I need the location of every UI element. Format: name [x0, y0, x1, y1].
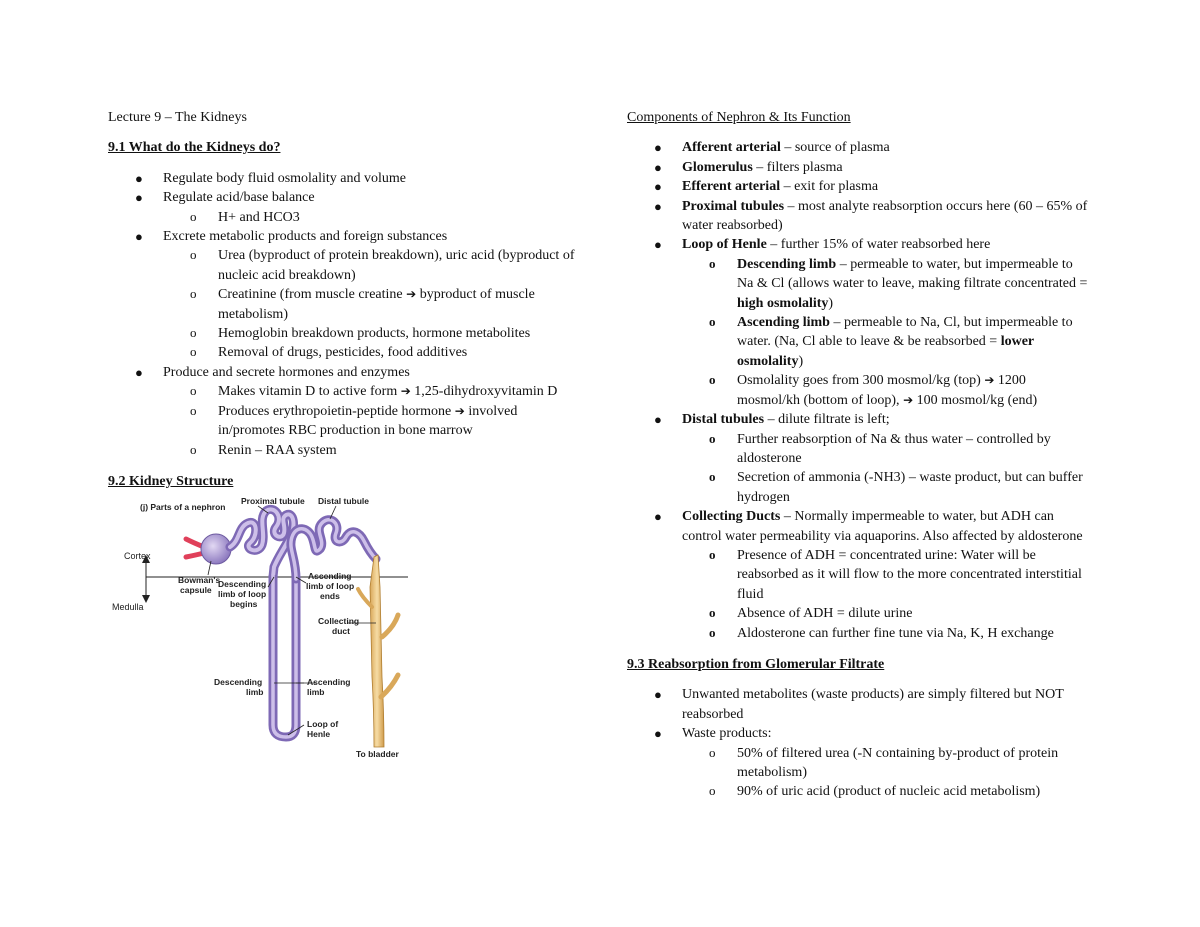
svg-text:Loop ofHenle	[307, 719, 338, 739]
proximal-tubule-label: Proximal tubule	[241, 497, 305, 507]
bullet-icon: ●	[654, 198, 662, 214]
section-heading-9-2: 9.2 Kidney Structure	[108, 473, 234, 489]
to-bladder-label: To bladder	[356, 749, 399, 760]
sub-list-item: o Creatinine (from muscle creatine ➔ byproduct of muscle metabolism)	[190, 286, 535, 322]
left-column	[108, 108, 578, 772]
svg-text:Descendinglimb of loopbegins	[218, 579, 266, 609]
reabsorption-list	[627, 685, 1092, 801]
sub-bullet-icon: o	[709, 469, 716, 485]
sub-bullet-icon: o	[709, 430, 716, 446]
bullet-icon: ●	[654, 237, 662, 253]
section-heading-9-3: 9.3 Reabsorption from Glomerular Filtrate	[627, 656, 885, 672]
list-item: ● Loop of Henle – further 15% of water reabsorbed here o Descending limb – permeable to water, but impermeable to Na & Cl (allows water to leave, making filtrate concentrated = high osmolality) o Ascending limb – permeable to Na, Cl, but impermeable to water. (Na, Cl able to leave & be reabsorbed = lower osmolality) o Osmolality goes from 300 mosmol/kg (top) ➔ 1200 mosmol/kh (bottom of loop), ➔ 100 mosmol/kg (end)	[627, 235, 1092, 410]
descending-limb-2: limb	[246, 687, 264, 698]
asc-loop-ends-1: Ascending	[308, 571, 352, 582]
list-item: ● Regulate body fluid osmolality and volume	[108, 169, 578, 188]
svg-text:Descendinglimb	[214, 677, 263, 697]
list-item: ● Efferent arterial – exit for plasma	[627, 177, 1092, 196]
sub-bullet-icon: o	[709, 255, 716, 271]
sub-bullet-icon: o	[709, 605, 716, 621]
sub-list-item: o 90% of uric acid (product of nucleic acid metabolism)	[709, 783, 1041, 800]
svg-text:Bowman'scapsule	[178, 575, 220, 595]
sub-list-item: o Renin – RAA system	[190, 441, 337, 458]
ascending-limb-1: Ascending	[307, 677, 351, 688]
arrow-right-icon: ➔	[984, 373, 995, 388]
sub-bullet-icon: o	[190, 286, 197, 302]
bullet-icon: ●	[654, 509, 662, 525]
svg-text:Ascendinglimb	[307, 677, 350, 697]
ascending-limb-2: limb	[307, 687, 325, 698]
list-item: ● Produce and secrete hormones and enzymes o Makes vitamin D to active form ➔ 1,25-dihydroxyvitamin D o Produces erythropoietin-peptide hormone ➔ involved in/promotes RBC production in bone marrow o Renin – RAA system	[108, 363, 578, 460]
loop-of-henle-shape	[273, 575, 296, 737]
asc-loop-ends-2: limb of loop	[306, 581, 355, 592]
section-heading-9-1: 9.1 What do the Kidneys do?	[108, 140, 281, 156]
asc-loop-ends-3: ends	[320, 591, 340, 602]
list-item: ● Excrete metabolic products and foreign substances o Urea (byproduct of protein breakdown), uric acid (byproduct of nucleic acid breakdown) o Creatinine (from muscle creatine ➔ byproduct of muscle metabolism) o Hemoglobin breakdown products, hormone metabolites o Removal of drugs, pesticides, food additives	[108, 227, 578, 363]
bullet-icon: ●	[654, 687, 662, 703]
sub-bullet-icon: o	[709, 744, 716, 760]
svg-text:Ascendinglimb of loopends	[306, 571, 354, 601]
arrow-right-icon: ➔	[406, 287, 417, 302]
list-item: ● Collecting Ducts – Normally impermeable to water, but ADH can control water permeability via aquaporins. Also affected by aldosterone o Presence of ADH = concentrated urine: Water will be reabsorbed as it will flow to the more concentrated interstitial fluid o Absence of ADH = dilute urine o Aldosterone can further fine tune via Na, K, H exchange	[627, 507, 1092, 643]
sub-list-item: o H+ and HCO3	[190, 208, 300, 225]
nephron-diagram	[108, 497, 418, 772]
bullet-icon: ●	[135, 170, 143, 186]
desc-loop-begins-1: Descending	[218, 579, 267, 590]
arrow-right-icon: ➔	[454, 403, 465, 418]
arrow-right-icon: ➔	[903, 392, 914, 407]
sub-list-item: o Removal of drugs, pesticides, food additives	[190, 344, 468, 361]
bowmans-label-2: capsule	[180, 585, 212, 596]
sub-bullet-icon: o	[709, 314, 716, 330]
bowmans-label-1: Bowman's	[178, 575, 221, 586]
right-column	[627, 108, 1092, 802]
collecting-duct-shape	[370, 555, 384, 747]
sub-list-item: o Presence of ADH = concentrated urine: Water will be reabsorbed as it will flow to the more concentrated interstitial fluid	[709, 546, 1082, 602]
bullet-icon: ●	[654, 159, 662, 175]
loop-henle-1: Loop of	[307, 719, 339, 730]
sub-list-item: o 50% of filtered urea (-N containing by-product of protein metabolism)	[709, 744, 1059, 780]
sub-list-item: o Absence of ADH = dilute urine	[709, 605, 913, 622]
desc-loop-begins-2: limb of loop	[218, 589, 267, 600]
sub-bullet-icon: o	[190, 441, 197, 457]
components-title: Components of Nephron & Its Function	[627, 110, 851, 125]
bullet-icon: ●	[654, 726, 662, 742]
sub-list-item: o Secretion of ammonia (-NH3) – waste product, but can buffer hydrogen	[709, 469, 1083, 505]
list-item: ● Distal tubules – dilute filtrate is left; o Further reabsorption of Na & thus water – controlled by aldosterone o Secretion of ammonia (-NH3) – waste product, but can buffer hydrogen	[627, 410, 1092, 507]
sub-list-item: o Hemoglobin breakdown products, hormone metabolites	[190, 325, 531, 342]
sub-list-item: o Ascending limb – permeable to Na, Cl, but impermeable to water. (Na, Cl able to leave & be reabsorbed = lower osmolality)	[709, 314, 1073, 369]
collecting-duct-1: Collecting	[318, 616, 360, 627]
sub-list-item: o Osmolality goes from 300 mosmol/kg (top) ➔ 1200 mosmol/kh (bottom of loop), ➔ 100 mosmol/kg (end)	[709, 372, 1038, 408]
list-item: ● Unwanted metabolites (waste products) are simply filtered but NOT reabsorbed	[654, 687, 1064, 722]
svg-text:Collectingduct	[318, 616, 359, 636]
bullet-icon: ●	[135, 364, 143, 380]
list-item: ● Glomerulus – filters plasma	[627, 158, 1092, 177]
sub-list-item: o Produces erythropoietin-peptide hormone ➔ involved in/promotes RBC production in bone marrow	[190, 402, 518, 439]
arrow-right-icon: ➔	[400, 384, 411, 399]
medulla-label: Medulla	[112, 602, 144, 613]
sub-list-item: o Further reabsorption of Na & thus water – controlled by aldosterone	[709, 430, 1051, 466]
sub-list-item: o Makes vitamin D to active form ➔ 1,25-dihydroxyvitamin D	[190, 383, 558, 400]
sub-list-item: o Aldosterone can further fine tune via Na, K, H exchange	[709, 624, 1054, 641]
descending-limb-1: Descending	[214, 677, 263, 688]
sub-bullet-icon: o	[709, 624, 716, 640]
bullet-icon: ●	[654, 140, 662, 156]
distal-tubule-label: Distal tubule	[318, 497, 370, 507]
bullet-icon: ●	[135, 190, 143, 206]
kidney-functions-list	[108, 169, 578, 460]
sub-bullet-icon: o	[190, 402, 197, 418]
list-item: ● Waste products: o 50% of filtered urea (-N containing by-product of protein metabolism) o 90% of uric acid (product of nucleic acid metabolism)	[627, 724, 1092, 802]
bullet-icon: ●	[654, 412, 662, 428]
sub-bullet-icon: o	[190, 325, 197, 341]
loop-henle-2: Henle	[307, 729, 331, 740]
nephron-components-list	[627, 138, 1092, 643]
sub-bullet-icon: o	[190, 247, 197, 263]
bullet-icon: ●	[654, 179, 662, 195]
lecture-title: Lecture 9 – The Kidneys	[108, 110, 247, 125]
list-item: ● Regulate acid/base balance o H+ and HCO3	[108, 188, 578, 227]
sub-bullet-icon: o	[190, 344, 197, 360]
cortex-label: Cortex	[124, 551, 151, 562]
list-item: ● Afferent arterial – source of plasma	[627, 138, 1092, 157]
sub-bullet-icon: o	[190, 208, 197, 224]
bullet-icon: ●	[135, 229, 143, 245]
sub-list-item: o Descending limb – permeable to water, but impermeable to Na & Cl (allows water to leave, making filtrate concentrated = high osmolality)	[709, 255, 1088, 311]
sub-bullet-icon: o	[709, 546, 716, 562]
collecting-duct-2: duct	[332, 626, 350, 637]
sub-bullet-icon: o	[709, 372, 716, 388]
list-item: ● Proximal tubules – most analyte reabsorption occurs here (60 – 65% of water reabsorbed)	[654, 198, 1088, 234]
sub-bullet-icon: o	[709, 783, 716, 799]
panel-label: (j) Parts of a nephron	[140, 502, 226, 513]
desc-loop-begins-3: begins	[230, 599, 258, 610]
sub-list-item: o Urea (byproduct of protein breakdown), uric acid (byproduct of nucleic acid breakdown)	[190, 247, 575, 283]
sub-bullet-icon: o	[190, 383, 197, 399]
